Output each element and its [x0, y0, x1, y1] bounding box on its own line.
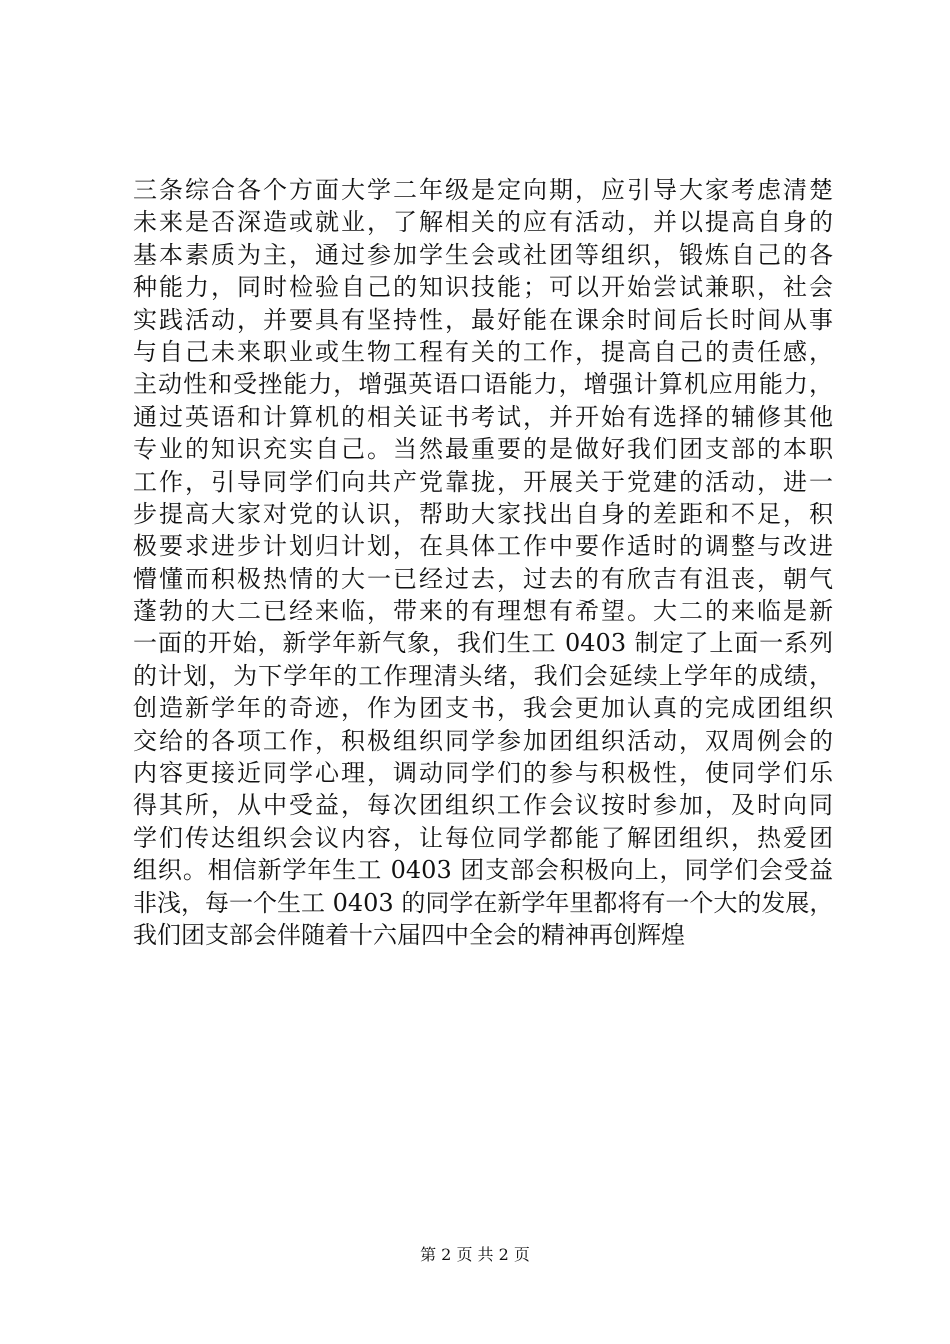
text-line: 工作，引导同学们向共产党靠拢，开展关于党建的活动，进一 — [133, 467, 833, 496]
text-line: 通过英语和计算机的相关证书考试，并开始有选择的辅修其他 — [133, 402, 833, 431]
text-line: 得其所，从中受益，每次团组织工作会议按时参加，及时向同 — [133, 791, 833, 820]
text-line: 一面的开始，新学年新气象，我们生工 0403 制定了上面一系列 — [133, 629, 833, 658]
text-line: 非浅，每一个生工 0403 的同学在新学年里都将有一个大的发展， — [133, 888, 834, 917]
text-line: 组织。相信新学年生工 0403 团支部会积极向上，同学们会受益 — [133, 856, 833, 885]
body-paragraph — [133, 174, 833, 951]
text-line: 创造新学年的奇迹，作为团支书，我会更加认真的完成团组织 — [133, 694, 833, 723]
page-number-label: 第 2 页 共 2 页 — [420, 1245, 530, 1264]
text-line: 步提高大家对党的认识，帮助大家找出自身的差距和不足，积 — [133, 499, 833, 528]
text-line: 我们团支部会伴随着十六届四中全会的精神再创辉煌 — [133, 920, 685, 949]
text-line: 蓬勃的大二已经来临，带来的有理想有希望。大二的来临是新 — [133, 597, 833, 626]
text-line: 未来是否深造或就业，了解相关的应有活动，并以提高自身的 — [133, 208, 833, 237]
text-line: 内容更接近同学心理，调动同学们的参与积极性，使同学们乐 — [133, 759, 833, 788]
text-line: 基本素质为主，通过参加学生会或社团等组织，锻炼自己的各 — [133, 240, 833, 269]
text-line: 实践活动，并要具有坚持性，最好能在课余时间后长时间从事 — [133, 305, 833, 334]
text-line: 三条综合各个方面大学二年级是定向期，应引导大家考虑清楚 — [133, 176, 833, 204]
text-line: 专业的知识充实自己。当然最重要的是做好我们团支部的本职 — [133, 435, 833, 464]
text-line: 交给的各项工作，积极组织同学参加团组织活动，双周例会的 — [133, 726, 833, 755]
text-line: 种能力，同时检验自己的知识技能；可以开始尝试兼职，社会 — [133, 273, 833, 302]
text-line: 学们传达组织会议内容，让每位同学都能了解团组织，热爱团 — [133, 823, 833, 852]
text-line: 极要求进步计划归计划，在具体工作中要作适时的调整与改进 — [133, 532, 833, 561]
text-line: 的计划，为下学年的工作理清头绪，我们会延续上学年的成绩， — [133, 661, 833, 690]
text-line: 与自己未来职业或生物工程有关的工作，提高自己的责任感， — [133, 337, 833, 366]
text-line: 懵懂而积极热情的大一已经过去，过去的有欣吉有沮丧，朝气 — [133, 564, 833, 593]
text-line: 主动性和受挫能力，增强英语口语能力，增强计算机应用能力， — [133, 370, 833, 399]
page-footer — [0, 1245, 950, 1265]
